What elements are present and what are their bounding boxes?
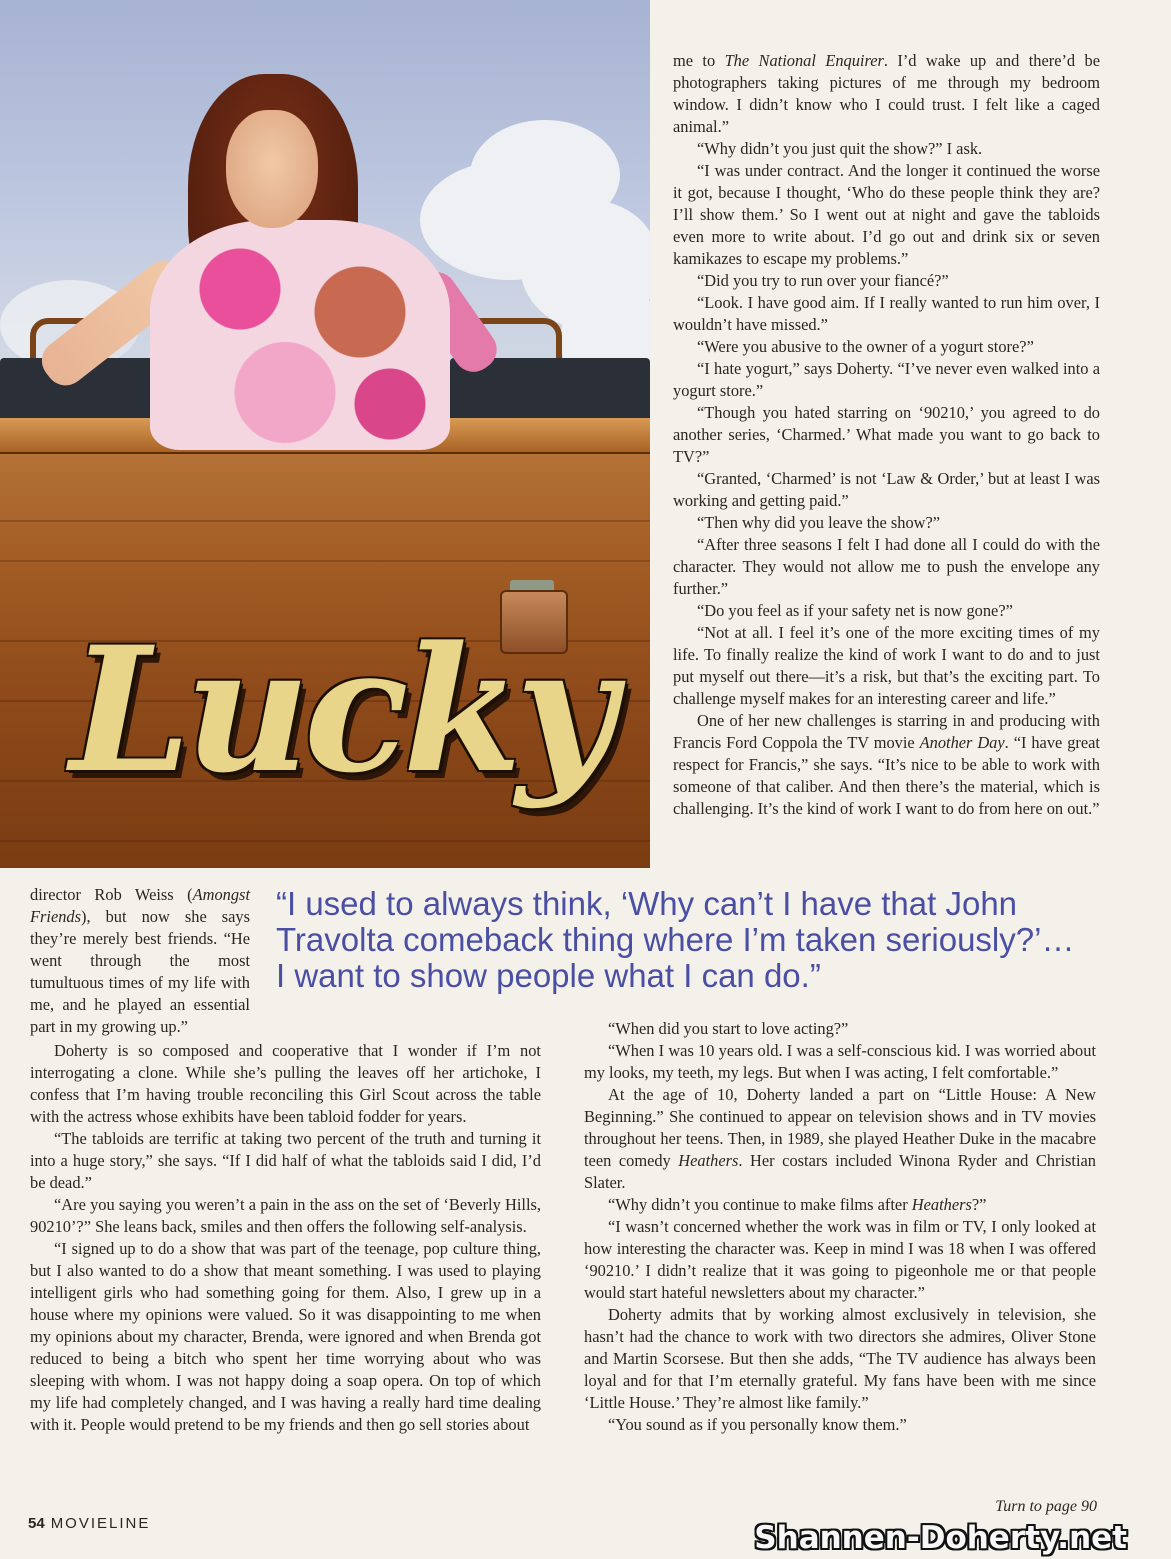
paragraph: “You sound as if you personally know them.”	[608, 1415, 907, 1434]
paragraph: At the age of 10, Doherty landed a part on “Little House: A New Beginning.” She continued to appear on television shows and in TV movies throughout her teens. Then, in 1989, she played Heather Duke in the macabre teen comedy Heathers. Her costars included Winona Ryder and Christian Slater.	[584, 1085, 1096, 1192]
paragraph: “Why didn’t you continue to make films after Heathers?”	[608, 1195, 987, 1214]
paragraph: “The tabloids are terrific at taking two percent of the truth and turning it into a huge story,” she says. “If I did half of what the tabloids said I did, I’d be dead.”	[30, 1129, 541, 1192]
right-column	[673, 50, 1100, 820]
paragraph: One of her new challenges is starring in and producing with Francis Ford Coppola the TV movie Another Day. “I have great respect for Francis,” she says. “It’s nice to be able to work with someone of that caliber. And then there’s the material, which is challenging. It’s the kind of work I want to do from here on out.”	[673, 711, 1100, 818]
paragraph: “Why didn’t you just quit the show?” I ask.	[697, 139, 983, 158]
paragraph: “Do you feel as if your safety net is now gone?”	[697, 601, 1013, 620]
paragraph: “I signed up to do a show that was part of the teenage, pop culture thing, but I also wanted to do a show that meant something. I was used to playing intelligent girls who had something going for them. Also, I grew up in a house where my opinions were valued. So it was disappointing to me when my opinions about my character, Brenda, were ignored and when Brenda got reduced to being a bitch who spent her time worrying about who was sleeping with whom. I was not happy doing a soap opera. On top of which my life had completely changed, and I was having a really hard time dealing with it. People would pretend to be my friends and then go sell stories about	[30, 1239, 541, 1434]
paragraph: “When did you start to love acting?”	[608, 1019, 849, 1038]
paragraph: “I was under contract. And the longer it continued the worse it got, because I thought, ‘Who do these people think they are? I’ll show them.’ So I went out at night and gave the tabloids even more to write about. I’d go out and drink six or seven kamikazes to escape my problems.”	[673, 161, 1100, 268]
page-number: 54	[28, 1515, 45, 1532]
lucky-lettering: Lucky	[70, 608, 610, 811]
paragraph: “After three seasons I felt I had done all I could do with the character. They would not allow me to push the envelope any further.”	[673, 535, 1100, 598]
pull-quote	[276, 886, 1116, 994]
paragraph: me to The National Enquirer. I’d wake up and there’d be photographers taking pictures of me through my bedroom window. I didn’t know who I could trust. I felt like a caged animal.”	[673, 51, 1100, 136]
paragraph: “Are you saying you weren’t a pain in the ass on the set of ‘Beverly Hills, 90210’?” She leans back, smiles and then offers the following self-analysis.	[30, 1195, 541, 1236]
turn-to-page: Turn to page 90	[995, 1498, 1097, 1515]
site-watermark: Shannen-Doherty.net	[754, 1520, 1127, 1556]
cover-photo	[0, 0, 650, 868]
paragraph: Doherty admits that by working almost exclusively in television, she hasn’t had the chance to work with two directors she admires, Oliver Stone and Martin Scorsese. But then she adds, “The TV audience has always been loyal and for that I’m eternally grateful. My fans have been with me since ‘Little House.’ They’re almost like family.”	[584, 1305, 1096, 1412]
figure-face	[226, 110, 318, 228]
paragraph: “When I was 10 years old. I was a self-conscious kid. I was worried about my looks, my teeth, my legs. But when I was acting, I felt comfortable.”	[584, 1041, 1096, 1082]
pull-quote-line: “I used to always think, ‘Why can’t I have that John	[276, 885, 1018, 922]
paragraph: director Rob Weiss (Amongst Friends), but now she says they’re merely best friends. “He went through the most tumultuous times of my life with me, and he played an essential part in my growing up.”	[30, 885, 250, 1036]
folio	[28, 1515, 150, 1532]
pull-quote-line: I want to show people what I can do.”	[276, 957, 821, 994]
figure-dress	[150, 220, 450, 450]
paragraph: “Though you hated starring on ‘90210,’ you agreed to do another series, ‘Charmed.’ What made you want to go back to TV?”	[673, 403, 1100, 466]
bottom-right-column	[584, 1018, 1096, 1436]
bottom-left-column	[30, 1040, 541, 1436]
paragraph: Doherty is so composed and cooperative that I wonder if I’m not interrogating a clone. While she’s pulling the leaves off her artichoke, I confess that I’m having trouble reconciling this Girl Scout across the table with the actress whose exhibits have been tabloid fodder for years.	[30, 1041, 541, 1126]
paragraph: “Were you abusive to the owner of a yogurt store?”	[697, 337, 1034, 356]
paragraph: “I hate yogurt,” says Doherty. “I’ve never even walked into a yogurt store.”	[673, 359, 1100, 400]
pull-quote-line: Travolta comeback thing where I’m taken seriously?’…	[276, 921, 1075, 958]
left-short-column	[30, 884, 250, 1038]
paragraph: “Look. I have good aim. If I really wanted to run him over, I wouldn’t have missed.”	[673, 293, 1100, 334]
paragraph: “Granted, ‘Charmed’ is not ‘Law & Order,’ but at least I was working and getting paid.”	[673, 469, 1100, 510]
paragraph: “Did you try to run over your fiancé?”	[697, 271, 949, 290]
magazine-name: MOVIELINE	[50, 1515, 151, 1532]
paragraph: “I wasn’t concerned whether the work was in film or TV, I only looked at how interesting the character was. Keep in mind I was 18 when I was offered ‘90210.’ I didn’t realize that it was going to pigeonhole me or that people would start hateful newsletters about my character.”	[584, 1217, 1096, 1302]
paragraph: “Then why did you leave the show?”	[697, 513, 941, 532]
paragraph: “Not at all. I feel it’s one of the more exciting times of my life. To finally realize the kind of work I want to do and to just put myself out there—it’s a risk, but that’s the exciting part. To challenge myself makes for an interesting career and life.”	[673, 623, 1100, 708]
